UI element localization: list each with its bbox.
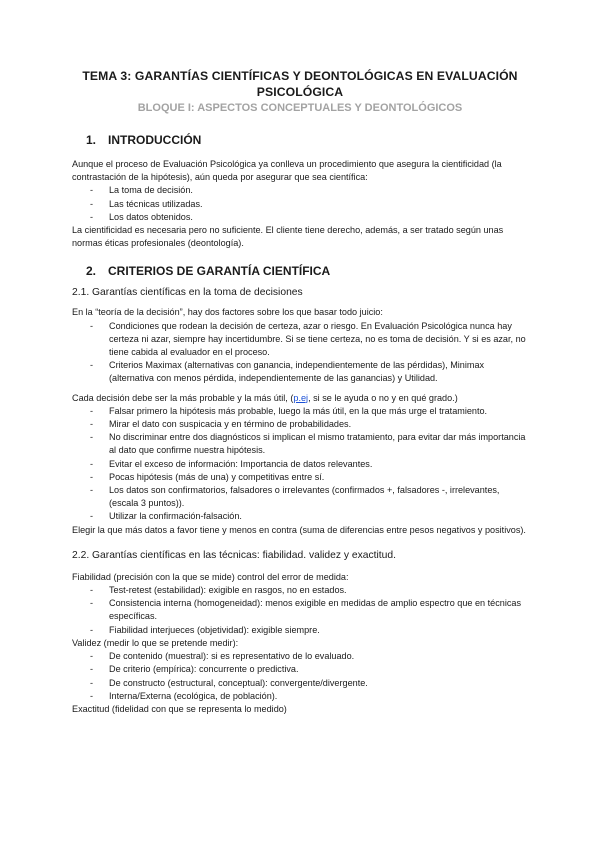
list-item: - Criterios Maximax (alternativas con ganancia, independientemente de las pérdidas), Minimax (alternativa con menos pérdida, independientemente de las ganancias) y Utilidad.	[90, 360, 485, 384]
list-item: - Utilizar la confirmación-falsación.	[90, 511, 242, 522]
list-item: - De contenido (muestral): si es representativo de lo evaluado.	[90, 651, 355, 662]
list-item: - Pocas hipótesis (más de una) y competitivas entre sí.	[90, 471, 325, 482]
list-item: - De criterio (empírica): concurrente o predictiva.	[90, 664, 299, 675]
list-item: - La toma de decisión.	[90, 185, 193, 196]
list-item: - Evitar el exceso de información: Importancia de datos relevantes.	[90, 458, 373, 469]
section-2-title: CRITERIOS DE GARANTÍA CIENTÍFICA	[108, 264, 331, 279]
list-item: - Falsar primero la hipótesis más probable, luego la más útil, en la que más urge el tratamiento.	[90, 405, 488, 416]
section-1-intro: Aunque el proceso de Evaluación Psicológica ya conlleva un procedimiento que asegura la cientificidad (la contrastación de la hipótesis), aún queda por asegurar que sea científica:	[72, 159, 502, 183]
list-item: - Los datos obtenidos.	[90, 211, 193, 222]
example-link[interactable]: p.ej	[293, 392, 309, 403]
list-item: - Mirar el dato con suspicacia y en término de probabilidades.	[90, 419, 352, 430]
decision-paragraph: Cada decisión debe ser la más probable y la más útil, (p.ej, si se le ayuda o no y en qué grado.)	[72, 392, 458, 403]
document-title: TEMA 3: GARANTÍAS CIENTÍFICAS Y DEONTOLÓGICAS EN EVALUACIÓN PSICOLÓGICA	[82, 69, 518, 99]
subsection-2-1-intro: En la “teoría de la decisión”, hay dos factores sobre los que basar todo juicio:	[72, 307, 383, 318]
list-item: - Fiabilidad interjueces (objetividad): exigible siempre.	[90, 624, 320, 635]
section-1-heading	[72, 133, 528, 148]
decision-closing: Elegir la que más datos a favor tiene y menos en contra (suma de diferencias entre pesos negativos y positivos).	[72, 524, 526, 535]
section-2-number: 2.	[86, 264, 97, 279]
section-1-outro: La cientificidad es necesaria pero no suficiente. El cliente tiene derecho, además, a ser tratado según unas normas éticas profesionales (deontología).	[72, 225, 504, 249]
list-item: - Condiciones que rodean la decisión de certeza, azar o riesgo. En Evaluación Psicológica nunca hay certeza ni azar, siempre hay incertidumbre. Si se tiene certeza, no es toma de decisión. Y si es azar, no tiene cabida al evaluador en el proceso.	[90, 320, 526, 358]
section-1-list	[72, 184, 528, 224]
list-item: - De constructo (estructural, conceptual): convergente/divergente.	[90, 677, 368, 688]
section-1-title: INTRODUCCIÓN	[108, 133, 202, 147]
decision-factors-list	[72, 320, 528, 386]
validity-list	[72, 650, 528, 703]
list-item: - Los datos son confirmatorios, falsadores o irrelevantes (confirmados +, falsadores -, irrelevantes, (escala 3 puntos)).	[90, 485, 500, 509]
list-item: - Las técnicas utilizadas.	[90, 198, 203, 209]
list-item: - Interna/Externa (ecológica, de población).	[90, 690, 278, 701]
document-subtitle: BLOQUE I: ASPECTOS CONCEPTUALES Y DEONTOLÓGICOS	[137, 102, 463, 114]
reliability-list	[72, 584, 528, 637]
list-item: - No discriminar entre dos diagnósticos si implican el mismo tratamiento, para evitar dar más importancia al dato que confirme nuestra hipótesis.	[90, 432, 526, 456]
accuracy-line: Exactitud (fidelidad con que se representa lo medido)	[72, 703, 287, 714]
section-2-heading	[72, 264, 528, 279]
list-item: - Test-retest (estabilidad): exigible en rasgos, no en estados.	[90, 585, 347, 596]
list-item: - Consistencia interna (homogeneidad): menos exigible en medidas de amplio espectro que en técnicas específicas.	[90, 598, 521, 622]
decision-rules-list	[72, 405, 528, 524]
section-1-number: 1.	[86, 133, 97, 147]
subsection-2-2-heading: 2.2. Garantías científicas en las técnicas: fiabilidad. validez y exactitud.	[72, 549, 396, 561]
validity-intro: Validez (medir lo que se pretende medir):	[72, 637, 239, 648]
reliability-intro: Fiabilidad (precisión con la que se mide) control del error de medida:	[72, 571, 349, 582]
subsection-2-1-heading: 2.1. Garantías científicas en la toma de decisiones	[72, 287, 303, 299]
